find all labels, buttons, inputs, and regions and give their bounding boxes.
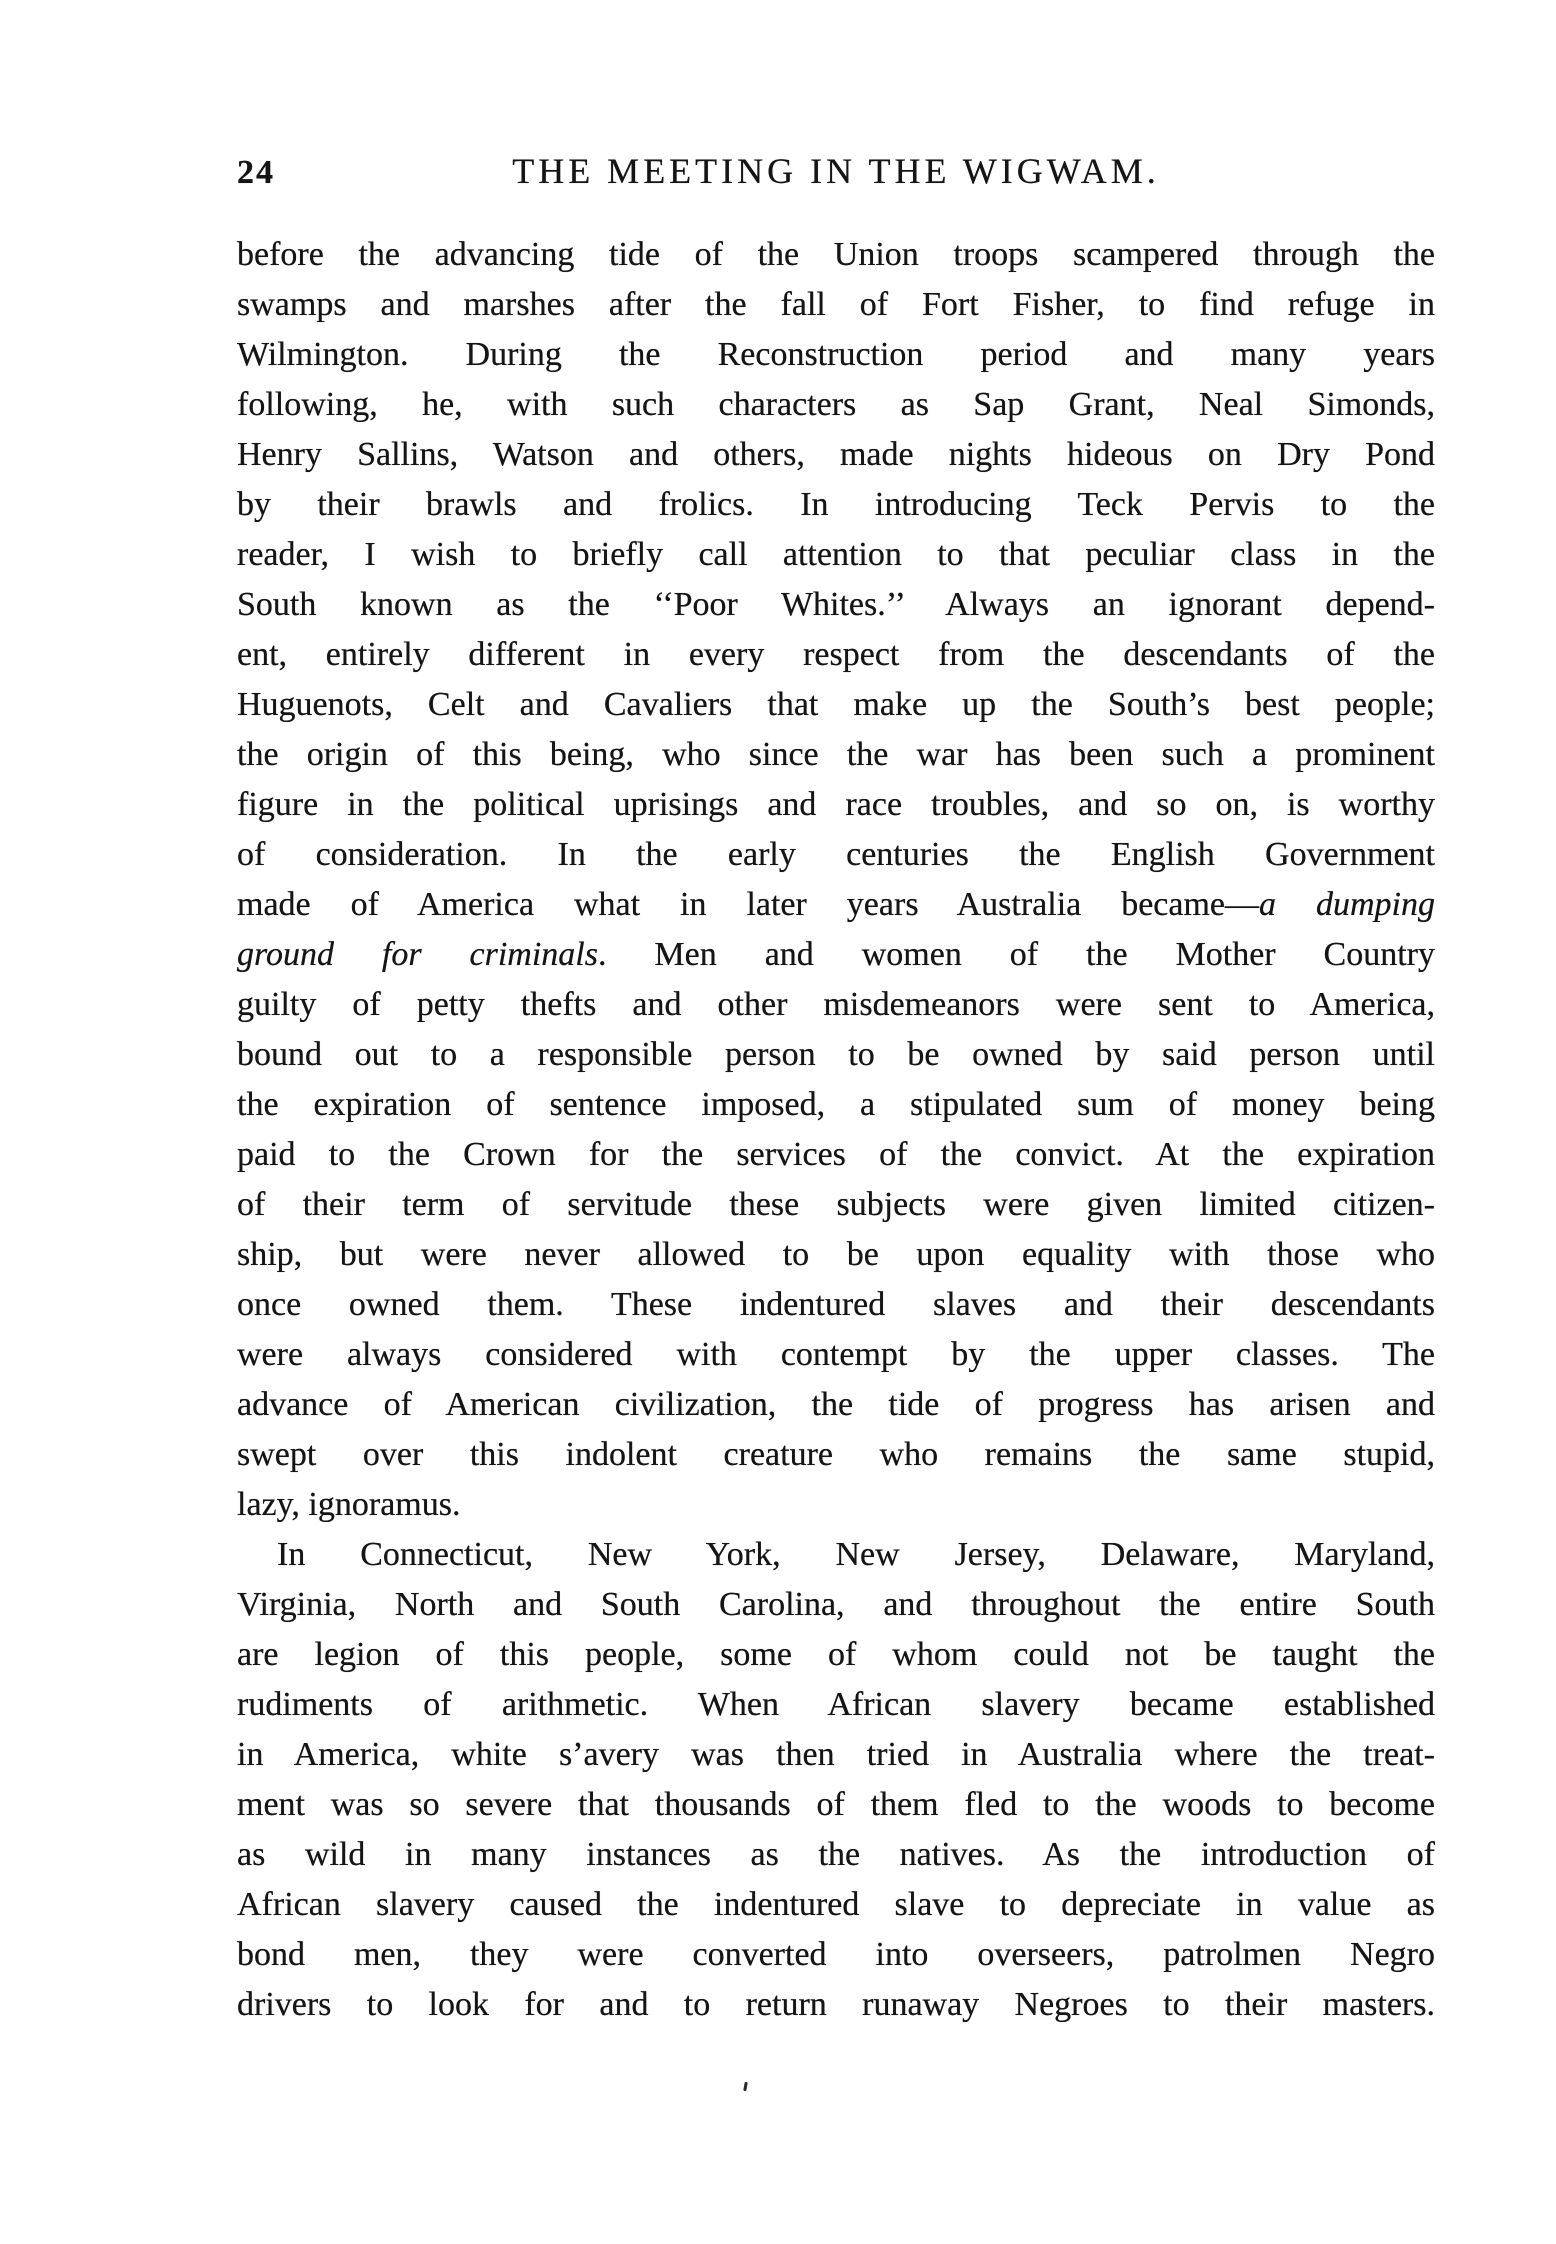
- text-line: ment was so severe that thousands of them fled to the woods to become: [237, 1786, 1435, 1823]
- text-line: Virginia, North and South Carolina, and throughout the entire South: [237, 1586, 1435, 1623]
- ink-speck: [743, 2082, 748, 2091]
- text-line: once owned them. These indentured slaves and their descendants: [237, 1286, 1435, 1323]
- text-line: In Connecticut, New York, New Jersey, Delaware, Maryland,: [277, 1536, 1435, 1573]
- text-line: following, he, with such characters as Sap Grant, Neal Simonds,: [237, 386, 1435, 423]
- text-line: rudiments of arithmetic. When African slavery became established: [237, 1686, 1435, 1723]
- text-line: ground for criminals. Men and women of the Mother Country: [237, 936, 1435, 973]
- page-header: [237, 150, 1435, 202]
- text-line: bound out to a responsible person to be owned by said person until: [237, 1036, 1435, 1073]
- text-line: are legion of this people, some of whom could not be taught the: [237, 1636, 1435, 1673]
- text-line: drivers to look for and to return runaway Negroes to their masters.: [237, 1986, 1435, 2023]
- page-number: 24: [237, 154, 275, 191]
- text-line: Henry Sallins, Watson and others, made nights hideous on Dry Pond: [237, 436, 1435, 473]
- running-header-title: THE MEETING IN THE WIGWAM.: [512, 151, 1160, 191]
- text-line: ship, but were never allowed to be upon equality with those who: [237, 1236, 1435, 1273]
- text-line: bond men, they were converted into overseers, patrolmen Negro: [237, 1936, 1435, 1973]
- text-line: in America, white s’avery was then tried in Australia where the treat-: [237, 1736, 1435, 1773]
- text-line: paid to the Crown for the services of the convict. At the expiration: [237, 1136, 1435, 1173]
- text-line: Wilmington. During the Reconstruction period and many years: [237, 336, 1435, 373]
- text-line: advance of American civilization, the tide of progress has arisen and: [237, 1386, 1435, 1423]
- text-line: the expiration of sentence imposed, a stipulated sum of money being: [237, 1086, 1435, 1123]
- text-body: [237, 230, 1435, 2030]
- text-line: South known as the ‘‘Poor Whites.’’ Always an ignorant depend-: [237, 586, 1435, 623]
- text-line: swamps and marshes after the fall of Fort Fisher, to find refuge in: [237, 286, 1435, 323]
- text-line: guilty of petty thefts and other misdemeanors were sent to America,: [237, 986, 1435, 1023]
- text-line: the origin of this being, who since the war has been such a prominent: [237, 736, 1435, 773]
- text-line: Huguenots, Celt and Cavaliers that make up the South’s best people;: [237, 686, 1435, 723]
- text-line: by their brawls and frolics. In introducing Teck Pervis to the: [237, 486, 1435, 523]
- text-line: were always considered with contempt by the upper classes. The: [237, 1336, 1435, 1373]
- text-line: lazy, ignoramus.: [237, 1486, 461, 1523]
- text-line: of consideration. In the early centuries the English Government: [237, 836, 1435, 873]
- text-line: swept over this indolent creature who remains the same stupid,: [237, 1436, 1435, 1473]
- text-line: of their term of servitude these subjects were given limited citizen-: [237, 1186, 1435, 1223]
- text-line: African slavery caused the indentured slave to depreciate in value as: [237, 1886, 1435, 1923]
- text-line: made of America what in later years Australia became—a dumping: [237, 886, 1435, 923]
- text-line: reader, I wish to briefly call attention to that peculiar class in the: [237, 536, 1435, 573]
- text-line: figure in the political uprisings and race troubles, and so on, is worthy: [237, 786, 1435, 823]
- text-line: before the advancing tide of the Union troops scampered through the: [237, 236, 1435, 273]
- text-line: ent, entirely different in every respect from the descendants of the: [237, 636, 1435, 673]
- text-line: as wild in many instances as the natives. As the introduction of: [237, 1836, 1435, 1873]
